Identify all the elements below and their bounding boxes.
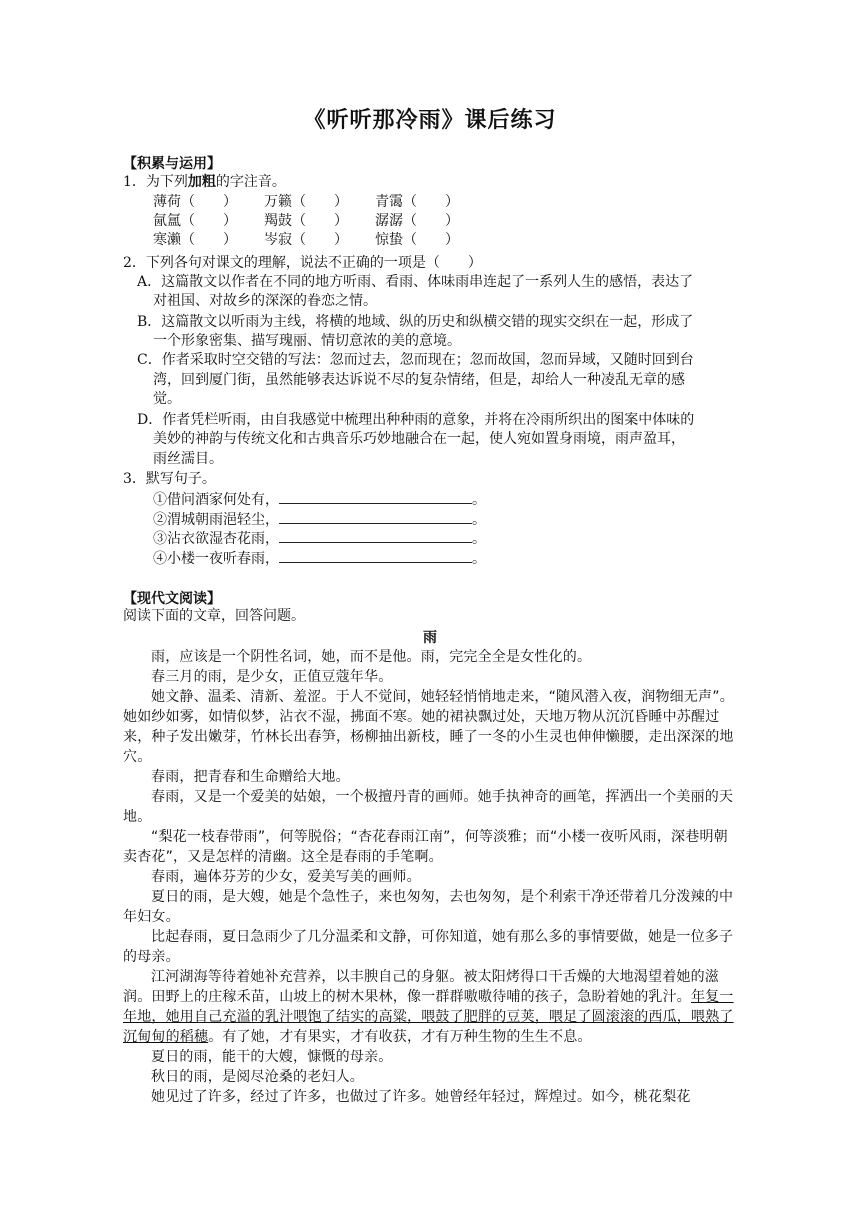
article-title: 雨 xyxy=(423,630,437,646)
option-b-line-2: 一个形象密集、描写瑰丽、情切意浓的美的意境。 xyxy=(153,333,461,349)
paragraph-text: 。有了她，才有果实，才有收获，才有万种生物的生生不息。 xyxy=(208,1029,592,1045)
dictation-end: 。 xyxy=(472,512,486,528)
paragraph-text: 江河湖海等待着她补充营养，以丰腴自己的身躯。被太阳烤得口干舌燥的大地渴望着她的滋润。田野上的庄稼禾苗，山坡上的树木果林，像一群群嗷嗷待哺的孩子，急盼着她的乳汁。 xyxy=(123,969,719,1005)
option-d-line-3: 雨丝濡目。 xyxy=(153,451,223,467)
underlined-sentence: 年复一年地，她用自己充溢的乳汁喂饱了结实的高粱，喂鼓了肥胖的豆荚，喂足了圆滚滚的西瓜，喂熟了沉甸甸的稻穗 xyxy=(123,989,734,1045)
question-2-stem: 2．下列各句对课文的理解，说法不正确的一项是（ ） xyxy=(123,255,482,271)
q1-bold-word: 加粗 xyxy=(187,174,216,190)
pinyin-item: 岑寂（ ） xyxy=(264,232,348,248)
pinyin-row xyxy=(153,193,486,212)
option-a-line-2: 对祖国、对故乡的深深的眷恋之情。 xyxy=(153,293,377,309)
answer-blank[interactable] xyxy=(279,529,472,543)
dictation-prompt: ②渭城朝雨浥轻尘， xyxy=(153,512,279,528)
article-paragraph: 比起春雨，夏日急雨少了几分温柔和文静，可你知道，她有那么多的事情要做，她是一位多子的母亲。 xyxy=(123,929,734,965)
pinyin-row xyxy=(153,231,486,250)
answer-blank[interactable] xyxy=(279,549,472,563)
dictation-item xyxy=(153,490,486,510)
question-1-stem xyxy=(123,173,286,192)
article-paragraph: 春雨，又是一个爱美的姑娘，一个极擅丹青的画师。她手执神奇的画笔，挥洒出一个美丽的天地。 xyxy=(123,789,734,825)
article-paragraph: 她文静、温柔、清新、羞涩。于人不觉间，她轻轻悄悄地走来，“随风潜入夜，润物细无声”。她如纱如雾，如情似梦，沾衣不湿，拂面不寒。她的裙袂飘过处，天地万物从沉沉昏睡中苏醒过来，种子发出嫩芽，竹林长出春笋，杨柳抽出新枝，睡了一冬的小生灵也伸伸懒腰，走出深深的地穴。 xyxy=(123,689,734,765)
pinyin-item: 羯鼓（ ） xyxy=(264,213,348,229)
question-3-stem: 3．默写句子。 xyxy=(123,471,216,487)
dictation-prompt: ④小楼一夜听春雨， xyxy=(153,551,279,567)
dictation-item xyxy=(153,510,486,530)
section-heading-reading: 【现代文阅读】 xyxy=(123,591,221,607)
pinyin-item: 潺潺（ ） xyxy=(375,213,459,229)
pinyin-item: 薄荷（ ） xyxy=(153,194,237,210)
dictation-end: 。 xyxy=(472,551,486,567)
pinyin-item: 青霭（ ） xyxy=(375,194,459,210)
pinyin-item: 氤氲（ ） xyxy=(153,213,237,229)
pinyin-grid xyxy=(153,193,486,250)
article-paragraph: 夏日的雨，能干的大嫂，慷慨的母亲。 xyxy=(151,1049,393,1065)
dictation-prompt: ③沾衣欲湿杏花雨， xyxy=(153,531,279,547)
pinyin-item: 惊蛰（ ） xyxy=(375,232,459,248)
dictation-item xyxy=(153,529,486,549)
q1-suffix: 的字注音。 xyxy=(215,174,286,190)
article-paragraph: 春雨，遍体芬芳的少女，爱美写美的画师。 xyxy=(151,869,421,885)
option-c-line-1: C．作者采取时空交错的写法：忽而过去，忽而现在；忽而故国，忽而异域，又随时回到台 xyxy=(137,352,694,368)
article-paragraph xyxy=(123,967,735,1047)
answer-blank[interactable] xyxy=(279,510,472,524)
article-paragraph: 雨，应该是一个阴性名词，她，而不是他。雨，完完全全是女性化的。 xyxy=(151,649,592,665)
answer-blank[interactable] xyxy=(279,490,472,504)
page-title: 《听听那冷雨》课后练习 xyxy=(303,108,557,133)
dictation-end: 。 xyxy=(472,531,486,547)
option-c-line-2: 湾，回到厦门街，虽然能够表达诉说不尽的复杂情绪，但是，却给人一种凌乱无章的感 xyxy=(153,372,685,388)
option-d-line-1: D．作者凭栏听雨，由自我感觉中梳理出种种雨的意象，并将在冷雨所织出的图案中体味的 xyxy=(137,412,695,428)
option-c-line-3: 觉。 xyxy=(153,391,181,407)
pinyin-item: 万籁（ ） xyxy=(264,194,348,210)
q1-prefix: 1．为下列 xyxy=(123,174,188,190)
article-paragraph: “梨花一枝春带雨”，何等脱俗；“杏花春雨江南”，何等淡雅；而“小楼一夜听风雨，深巷明朝卖杏花”，又是怎样的清幽。这全是春雨的手笔啊。 xyxy=(123,829,728,865)
dictation-prompt: ①借问酒家何处有， xyxy=(153,492,279,508)
article-paragraph: 夏日的雨，是大嫂，她是个急性子，来也匆匆，去也匆匆，是个利索干净还带着几分泼辣的中年妇女。 xyxy=(123,889,734,925)
reading-instruction: 阅读下面的文章，回答问题。 xyxy=(123,608,305,624)
article-paragraph: 她见过了许多，经过了许多，也做过了许多。她曾经年轻过，辉煌过。如今，桃花梨花 xyxy=(151,1089,691,1105)
pinyin-row xyxy=(153,212,486,231)
article-paragraph: 秋日的雨，是阅尽沧桑的老妇人。 xyxy=(151,1069,364,1085)
dictation-item xyxy=(153,549,486,569)
option-b-line-1: B．这篇散文以听雨为主线，将横的地域、纵的历史和纵横交错的现实交织在一起，形成了 xyxy=(137,314,694,330)
pinyin-item: 寒濑（ ） xyxy=(153,232,237,248)
article-paragraph: 春雨，把青春和生命赠给大地。 xyxy=(151,769,350,785)
dictation-end: 。 xyxy=(472,492,486,508)
article-paragraph: 春三月的雨，是少女，正值豆蔻年华。 xyxy=(151,669,393,685)
section-heading-accumulation: 【积累与运用】 xyxy=(123,156,221,172)
option-d-line-2: 美妙的神韵与传统文化和古典音乐巧妙地融合在一起，使人宛如置身雨境，雨声盈耳， xyxy=(153,431,685,447)
option-a-line-1: A．这篇散文以作者在不同的地方听雨、看雨、体味雨串连起了一系列人生的感悟，表达了 xyxy=(137,274,694,290)
